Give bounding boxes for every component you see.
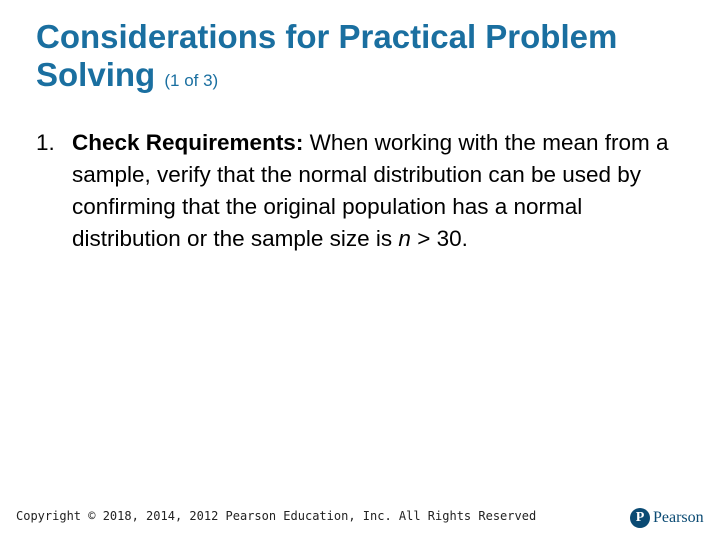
slide-title	[36, 18, 696, 100]
list-item-text-end: > 30.	[417, 226, 468, 251]
list-item-variable: n	[398, 226, 411, 251]
slide-title-part-indicator: (1 of 3)	[164, 71, 219, 90]
list-item-number: 1.	[36, 130, 55, 155]
pearson-logo-icon: P	[630, 508, 650, 528]
footer-copyright: Copyright © 2018, 2014, 2012 Pearson Education, Inc. All Rights Reserved	[16, 509, 537, 523]
list-item	[36, 127, 696, 255]
list-item-label: Check Requirements:	[72, 130, 304, 155]
content-list	[36, 127, 696, 255]
slide-title-main: Considerations for Practical Problem Solving	[36, 18, 618, 93]
pearson-logo	[630, 506, 704, 530]
list-item-text: When working with the mean from a sample, verify that the normal distribution can be used by confirming that the original population has a normal distribution or the sample size is	[72, 130, 669, 251]
pearson-logo-text: Pearson	[653, 509, 704, 526]
